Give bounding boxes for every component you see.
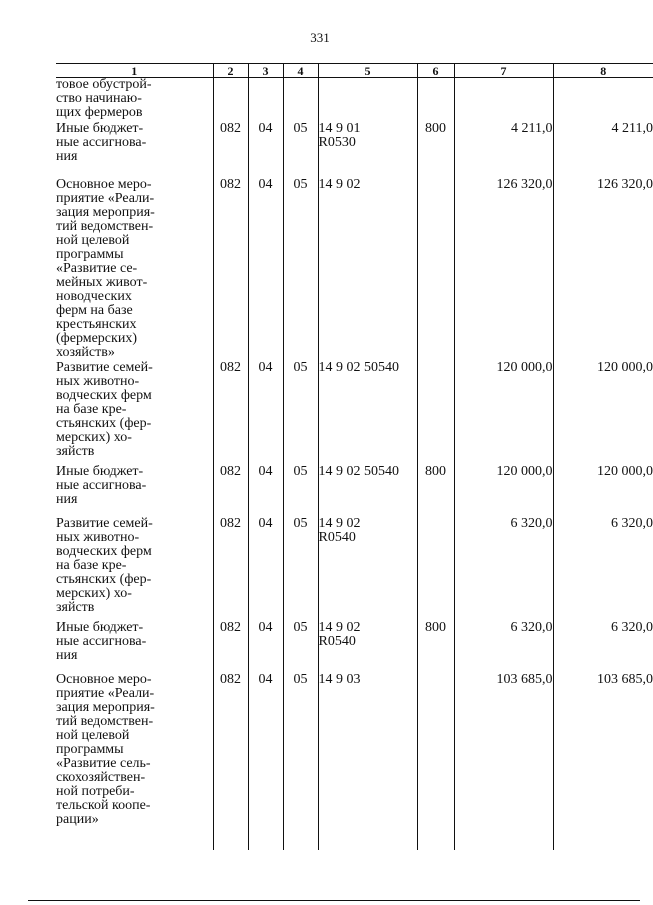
description-line: мерских) хо- [56, 429, 132, 445]
description-line: ство начинаю- [56, 91, 142, 106]
cell-description [56, 465, 213, 517]
cell-ministry-code: 082 [213, 122, 248, 178]
table-row [56, 517, 653, 621]
cell-amount-year2 [553, 78, 653, 122]
cell-section: 04 [248, 517, 283, 621]
cell-ministry-code: 082 [213, 517, 248, 621]
column-header: 8 [553, 64, 653, 78]
description-line: Основное меро- [56, 176, 152, 192]
description-line: рации» [56, 811, 99, 827]
description-line: ные ассигнова- [56, 477, 147, 493]
column-header: 5 [318, 64, 417, 78]
cell-target-article [318, 673, 417, 850]
cell-amount-year1: 6 320,0 [454, 517, 553, 621]
description-line: щих фермеров [56, 105, 143, 120]
description-line: ния [56, 491, 78, 507]
target-article-line: R0530 [318, 134, 356, 150]
table-row [56, 178, 653, 361]
budget-table [56, 63, 653, 850]
cell-section: 04 [248, 465, 283, 517]
description-line: ной потреби- [56, 783, 135, 799]
table-row [56, 361, 653, 465]
description-line: Иные бюджет- [56, 619, 144, 635]
cell-section: 04 [248, 361, 283, 465]
description-line: Основное меро- [56, 671, 152, 687]
column-header: 7 [454, 64, 553, 78]
description-line: хозяйств» [56, 344, 115, 360]
page-number: 331 [310, 30, 330, 45]
description-line: крестьянских [56, 316, 137, 332]
cell-expense-type: 800 [417, 465, 454, 517]
description-line: ния [56, 148, 78, 164]
description-line: (фермерских) [56, 330, 137, 346]
cell-section: 04 [248, 178, 283, 361]
cell-amount-year1: 120 000,0 [454, 361, 553, 465]
cell-expense-type [417, 78, 454, 122]
cell-section [248, 78, 283, 122]
cell-description [56, 361, 213, 465]
cell-target-article [318, 122, 417, 178]
cell-amount-year1: 126 320,0 [454, 178, 553, 361]
table-row [56, 122, 653, 178]
description-line: приятие «Реали- [56, 190, 155, 206]
description-line: ния [56, 647, 78, 663]
description-line: Иные бюджет- [56, 120, 144, 136]
cell-amount-year1: 6 320,0 [454, 621, 553, 673]
cell-description [56, 621, 213, 673]
description-line: зация мероприя- [56, 699, 155, 715]
description-line: на базе кре- [56, 401, 127, 417]
cell-section: 04 [248, 621, 283, 673]
description-line: мерских) хо- [56, 585, 132, 601]
target-article-line: 14 9 02 [318, 619, 361, 635]
cell-expense-type [417, 517, 454, 621]
cell-ministry-code: 082 [213, 361, 248, 465]
page-bottom-rule [28, 900, 640, 901]
description-line: тельской коопе- [56, 797, 151, 813]
cell-section: 04 [248, 122, 283, 178]
target-article-line: 14 9 02 50540 [318, 359, 399, 375]
cell-amount-year2: 126 320,0 [553, 178, 653, 361]
table-body [56, 78, 653, 850]
target-article-line: R0540 [318, 633, 356, 649]
cell-amount-year1 [454, 78, 553, 122]
description-line: стьянских (фер- [56, 571, 152, 587]
cell-ministry-code: 082 [213, 178, 248, 361]
cell-expense-type [417, 178, 454, 361]
cell-target-article [318, 465, 417, 517]
cell-ministry-code: 082 [213, 673, 248, 850]
description-line: скохозяйствен- [56, 769, 146, 785]
cell-section: 04 [248, 673, 283, 850]
cell-target-article [318, 178, 417, 361]
description-line: товое обустрой- [56, 77, 152, 92]
table-row [56, 465, 653, 517]
description-line: ные ассигнова- [56, 134, 147, 150]
target-article-line: 14 9 02 [318, 176, 361, 192]
description-line: стьянских (фер- [56, 415, 152, 431]
description-line: «Развитие се- [56, 260, 138, 276]
description-line: Иные бюджет- [56, 463, 144, 479]
cell-subsection: 05 [283, 122, 318, 178]
cell-target-article [318, 517, 417, 621]
cell-subsection: 05 [283, 361, 318, 465]
description-line: ные ассигнова- [56, 633, 147, 649]
description-line: ных животно- [56, 529, 140, 545]
cell-expense-type [417, 361, 454, 465]
description-line: приятие «Реали- [56, 685, 155, 701]
table-row [56, 673, 653, 850]
target-article-line: 14 9 01 [318, 120, 361, 136]
cell-ministry-code: 082 [213, 621, 248, 673]
cell-target-article [318, 361, 417, 465]
description-line: тий ведомствен- [56, 218, 154, 234]
description-line: Развитие семей- [56, 515, 153, 531]
description-line: зяйств [56, 599, 95, 615]
description-line: водческих ферм [56, 387, 152, 403]
target-article-line: 14 9 03 [318, 671, 361, 687]
description-line: ных животно- [56, 373, 140, 389]
target-article-line: R0540 [318, 529, 356, 545]
cell-expense-type: 800 [417, 122, 454, 178]
cell-expense-type: 800 [417, 621, 454, 673]
table-row [56, 78, 653, 122]
description-line: зяйств [56, 443, 95, 459]
description-line: ной целевой [56, 727, 130, 743]
cell-subsection: 05 [283, 621, 318, 673]
cell-subsection: 05 [283, 178, 318, 361]
cell-expense-type [417, 673, 454, 850]
cell-amount-year1: 4 211,0 [454, 122, 553, 178]
cell-amount-year2: 120 000,0 [553, 361, 653, 465]
cell-amount-year2: 6 320,0 [553, 517, 653, 621]
description-line: водческих ферм [56, 543, 152, 559]
cell-amount-year2: 120 000,0 [553, 465, 653, 517]
column-header: 2 [213, 64, 248, 78]
cell-amount-year2: 103 685,0 [553, 673, 653, 850]
cell-description [56, 517, 213, 621]
cell-amount-year2: 4 211,0 [553, 122, 653, 178]
cell-description [56, 178, 213, 361]
table-header-row [56, 64, 653, 78]
column-header: 4 [283, 64, 318, 78]
cell-target-article [318, 621, 417, 673]
description-line: тий ведомствен- [56, 713, 154, 729]
column-header: 1 [56, 64, 213, 78]
description-line: новодческих [56, 288, 132, 304]
description-line: мейных живот- [56, 274, 148, 290]
cell-target-article [318, 78, 417, 122]
cell-description [56, 122, 213, 178]
cell-amount-year1: 120 000,0 [454, 465, 553, 517]
description-line: на базе кре- [56, 557, 127, 573]
table-row [56, 621, 653, 673]
description-line: «Развитие сель- [56, 755, 151, 771]
cell-amount-year1: 103 685,0 [454, 673, 553, 850]
description-line: Развитие семей- [56, 359, 153, 375]
description-line: ферм на базе [56, 302, 133, 318]
cell-description [56, 673, 213, 850]
column-header: 3 [248, 64, 283, 78]
description-line: программы [56, 741, 124, 757]
cell-ministry-code: 082 [213, 465, 248, 517]
description-line: программы [56, 246, 124, 262]
cell-subsection: 05 [283, 673, 318, 850]
cell-description [56, 78, 213, 122]
cell-subsection: 05 [283, 517, 318, 621]
target-article-line: 14 9 02 50540 [318, 463, 399, 479]
description-line: зация мероприя- [56, 204, 155, 220]
cell-amount-year2: 6 320,0 [553, 621, 653, 673]
cell-ministry-code [213, 78, 248, 122]
target-article-line: 14 9 02 [318, 515, 361, 531]
description-line: ной целевой [56, 232, 130, 248]
cell-subsection [283, 78, 318, 122]
column-header: 6 [417, 64, 454, 78]
cell-subsection: 05 [283, 465, 318, 517]
